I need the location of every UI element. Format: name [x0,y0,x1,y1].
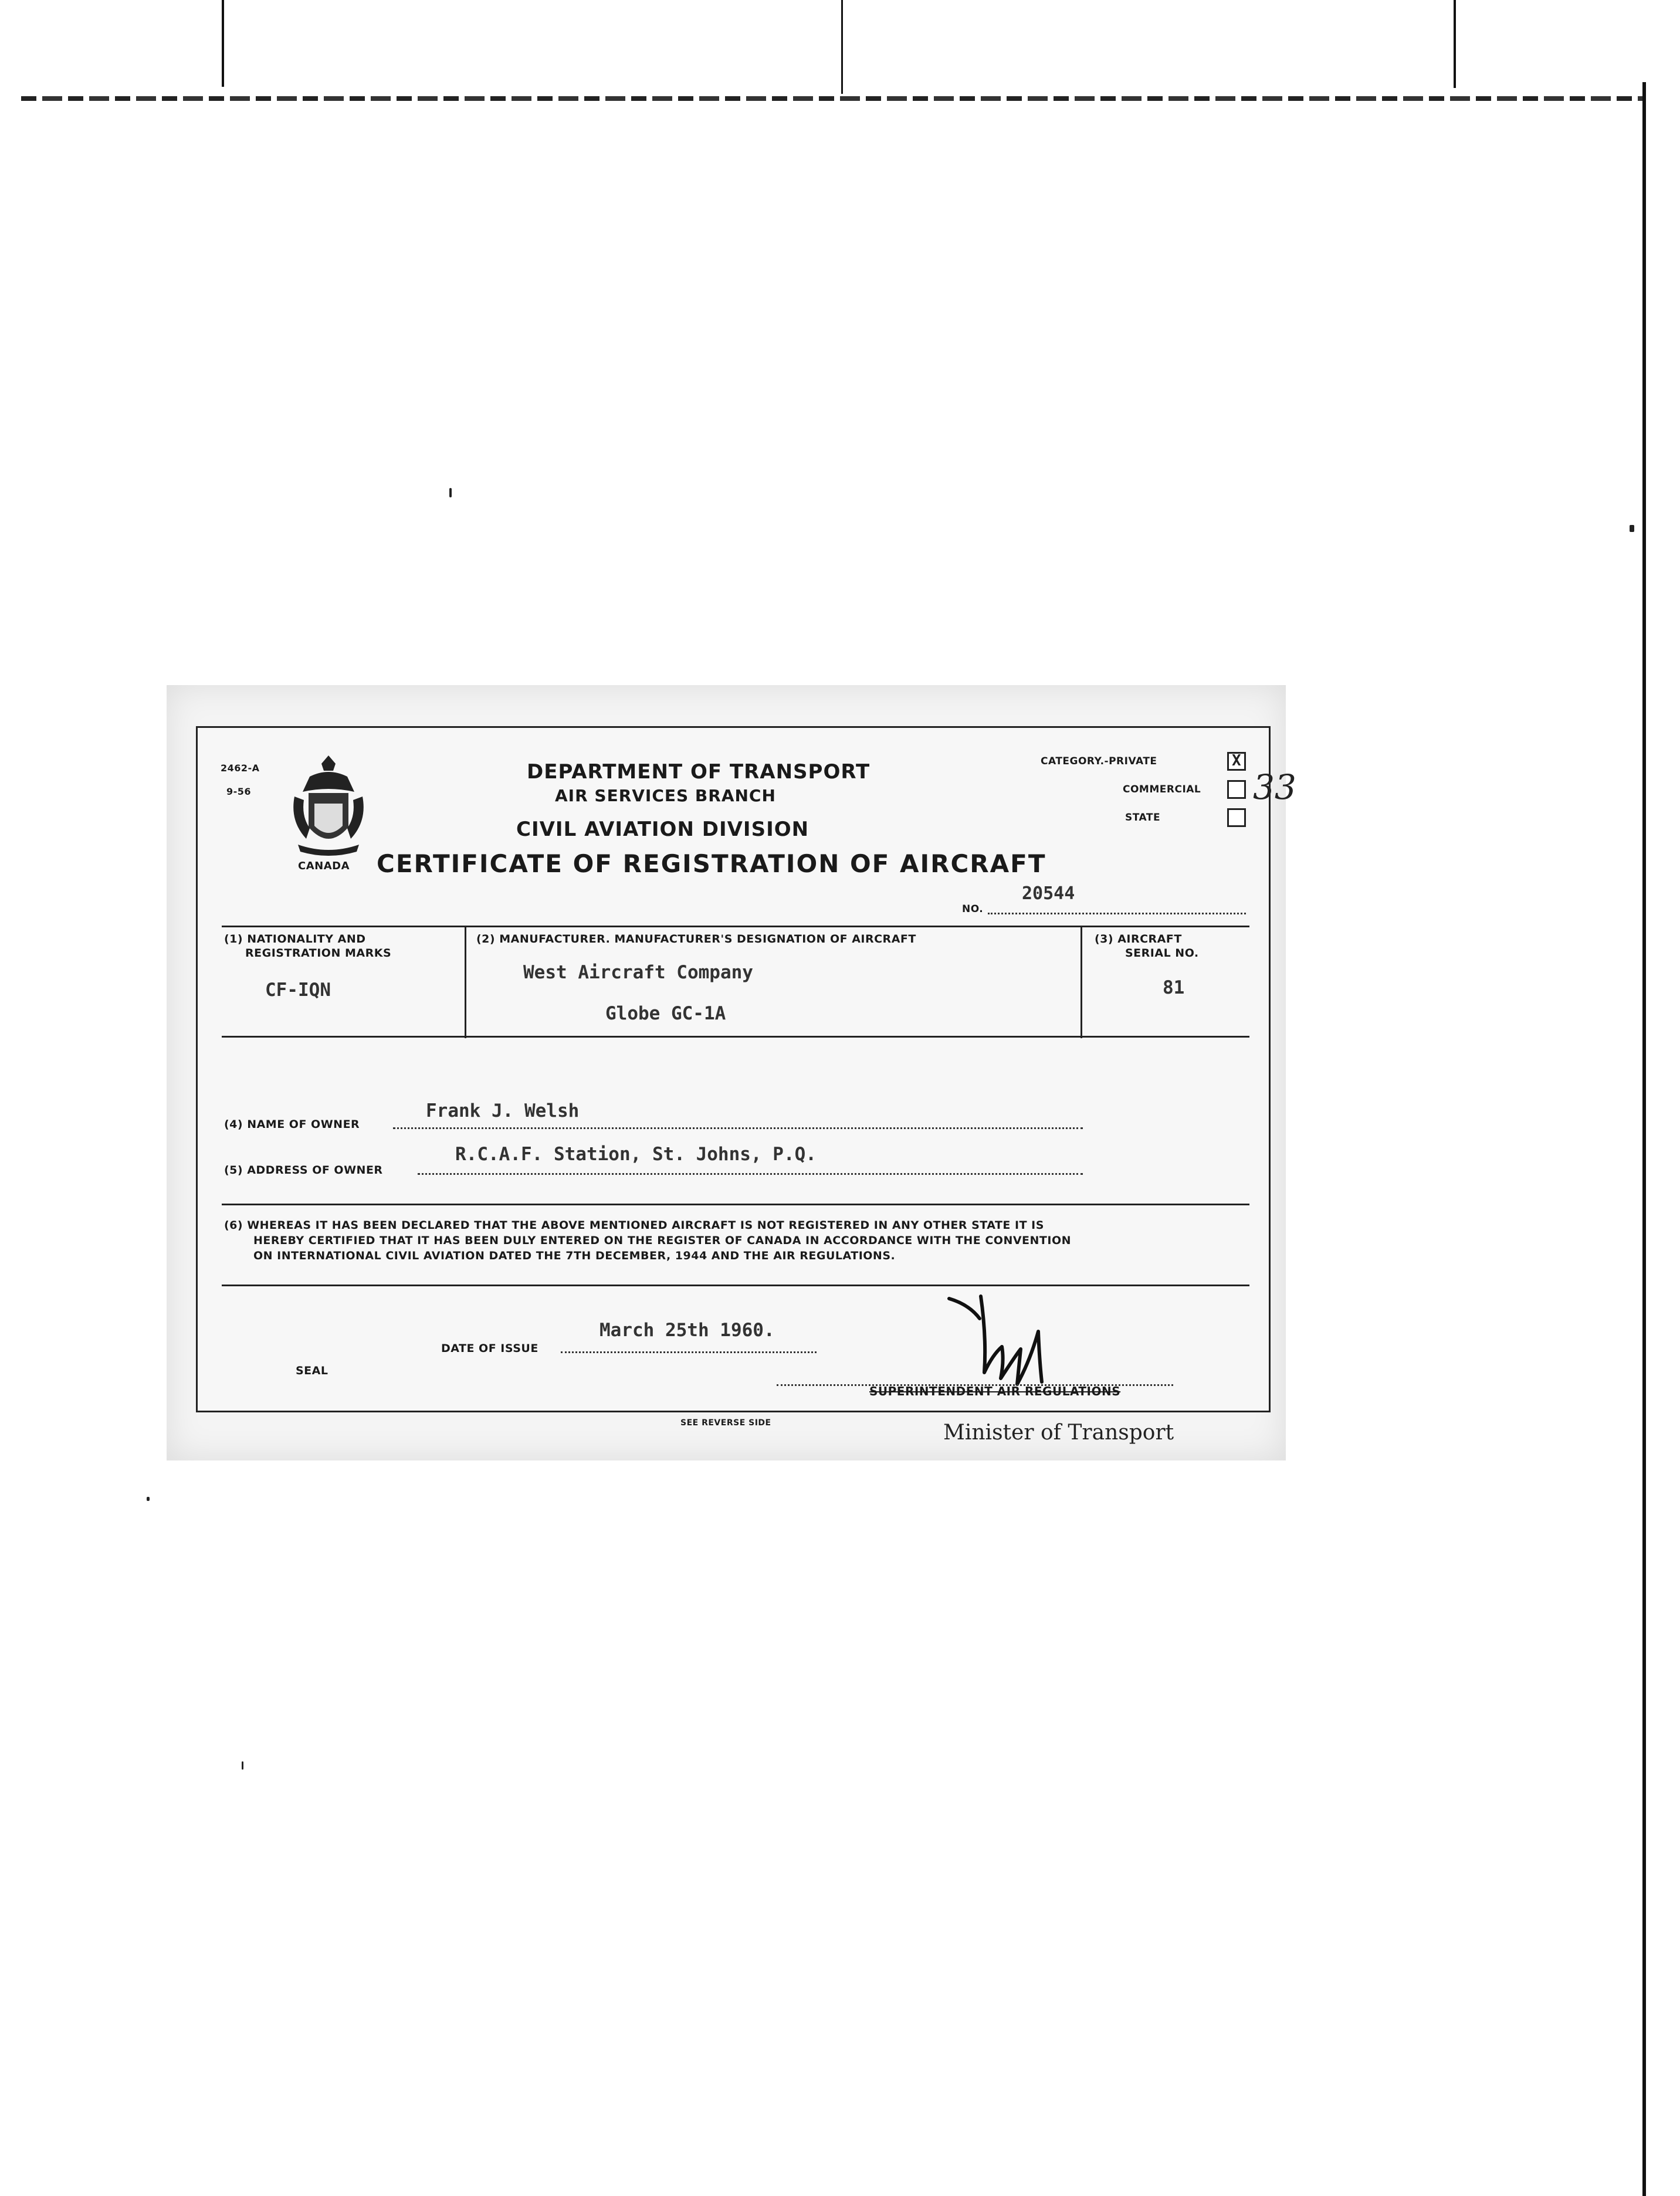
commercial-checkbox [1227,780,1246,799]
scan-speck [147,1497,150,1501]
owner-name: Frank J. Welsh [426,1100,580,1121]
category-state-label: STATE [1125,812,1161,824]
owner-address-line [418,1173,1083,1175]
department-title: DEPARTMENT OF TRANSPORT [527,760,871,784]
canada-crest [286,751,371,868]
nationality-label: (1) NATIONALITY AND [224,933,366,946]
category-private-label: CATEGORY.-PRIVATE [1041,755,1157,767]
category-commercial-label: COMMERCIAL [1123,784,1201,795]
date-of-issue-line [561,1351,817,1353]
frame-divider-1 [222,0,224,87]
owner-address-label: (5) ADDRESS OF OWNER [224,1164,383,1177]
handwritten-note: 33 [1253,767,1296,807]
frame-right-edge [1642,82,1646,2196]
signature [946,1290,1098,1396]
form-date: 9-56 [226,786,252,797]
division-title: CIVIL AVIATION DIVISION [516,818,809,841]
serial-number: 81 [1163,977,1185,998]
signatory-title: SUPERINTENDENT AIR REGULATIONS [869,1384,1121,1398]
declaration-line-1: (6) WHEREAS IT HAS BEEN DECLARED THAT THE ABOVE MENTIONED AIRCRAFT IS NOT REGISTERED IN ANY OTHER STATE IT IS [224,1219,1044,1232]
declaration-top-rule [222,1204,1249,1205]
aircraft-designation: Globe GC-1A [605,1003,726,1024]
minister-of-transport: Minister of Transport [943,1421,1174,1445]
frame-divider-2 [841,0,843,94]
private-checkbox-mark: X [1232,752,1241,770]
seal-label: SEAL [296,1364,328,1377]
declaration-line-2: HEREBY CERTIFIED THAT IT HAS BEEN DULY ENTERED ON THE REGISTER OF CANADA IN ACCORDANCE WITH THE CONVENTION [253,1234,1072,1247]
scan-speck [242,1761,243,1770]
declaration-bottom-rule [222,1285,1249,1286]
owner-name-label: (4) NAME OF OWNER [224,1118,360,1131]
cert-no-label: NO. [962,903,984,915]
serial-label: (3) AIRCRAFT [1095,933,1182,946]
state-checkbox [1227,808,1246,827]
frame-top-strip [21,96,1646,101]
nationality-label-2: REGISTRATION MARKS [245,947,392,960]
fields-top-rule [222,926,1249,927]
fields-divider-2 [1081,926,1082,1038]
manufacturer-name: West Aircraft Company [523,962,753,983]
scan-speck [1630,525,1634,532]
fields-divider-1 [465,926,466,1038]
frame-divider-3 [1454,0,1456,88]
cert-no-line [988,913,1246,914]
branch-title: AIR SERVICES BRANCH [555,786,776,805]
serial-label-2: SERIAL NO. [1125,947,1199,960]
scan-speck [449,488,452,497]
form-number: 2462-A [221,762,260,774]
registration-marks: CF-IQN [265,980,331,1001]
fields-bottom-rule [222,1036,1249,1038]
certificate-title: CERTIFICATE OF REGISTRATION OF AIRCRAFT [377,849,1046,878]
crest-caption: CANADA [298,860,350,872]
date-of-issue: March 25th 1960. [599,1320,775,1341]
owner-name-line [393,1127,1083,1129]
see-reverse-side: SEE REVERSE SIDE [680,1418,771,1428]
cert-number: 20544 [1022,883,1075,904]
manufacturer-label: (2) MANUFACTURER. MANUFACTURER'S DESIGNATION OF AIRCRAFT [476,933,916,946]
date-of-issue-label: DATE OF ISSUE [441,1342,538,1355]
declaration-line-3: ON INTERNATIONAL CIVIL AVIATION DATED THE 7TH DECEMBER, 1944 AND THE AIR REGULATIONS. [253,1249,896,1262]
owner-address: R.C.A.F. Station, St. Johns, P.Q. [455,1144,817,1165]
